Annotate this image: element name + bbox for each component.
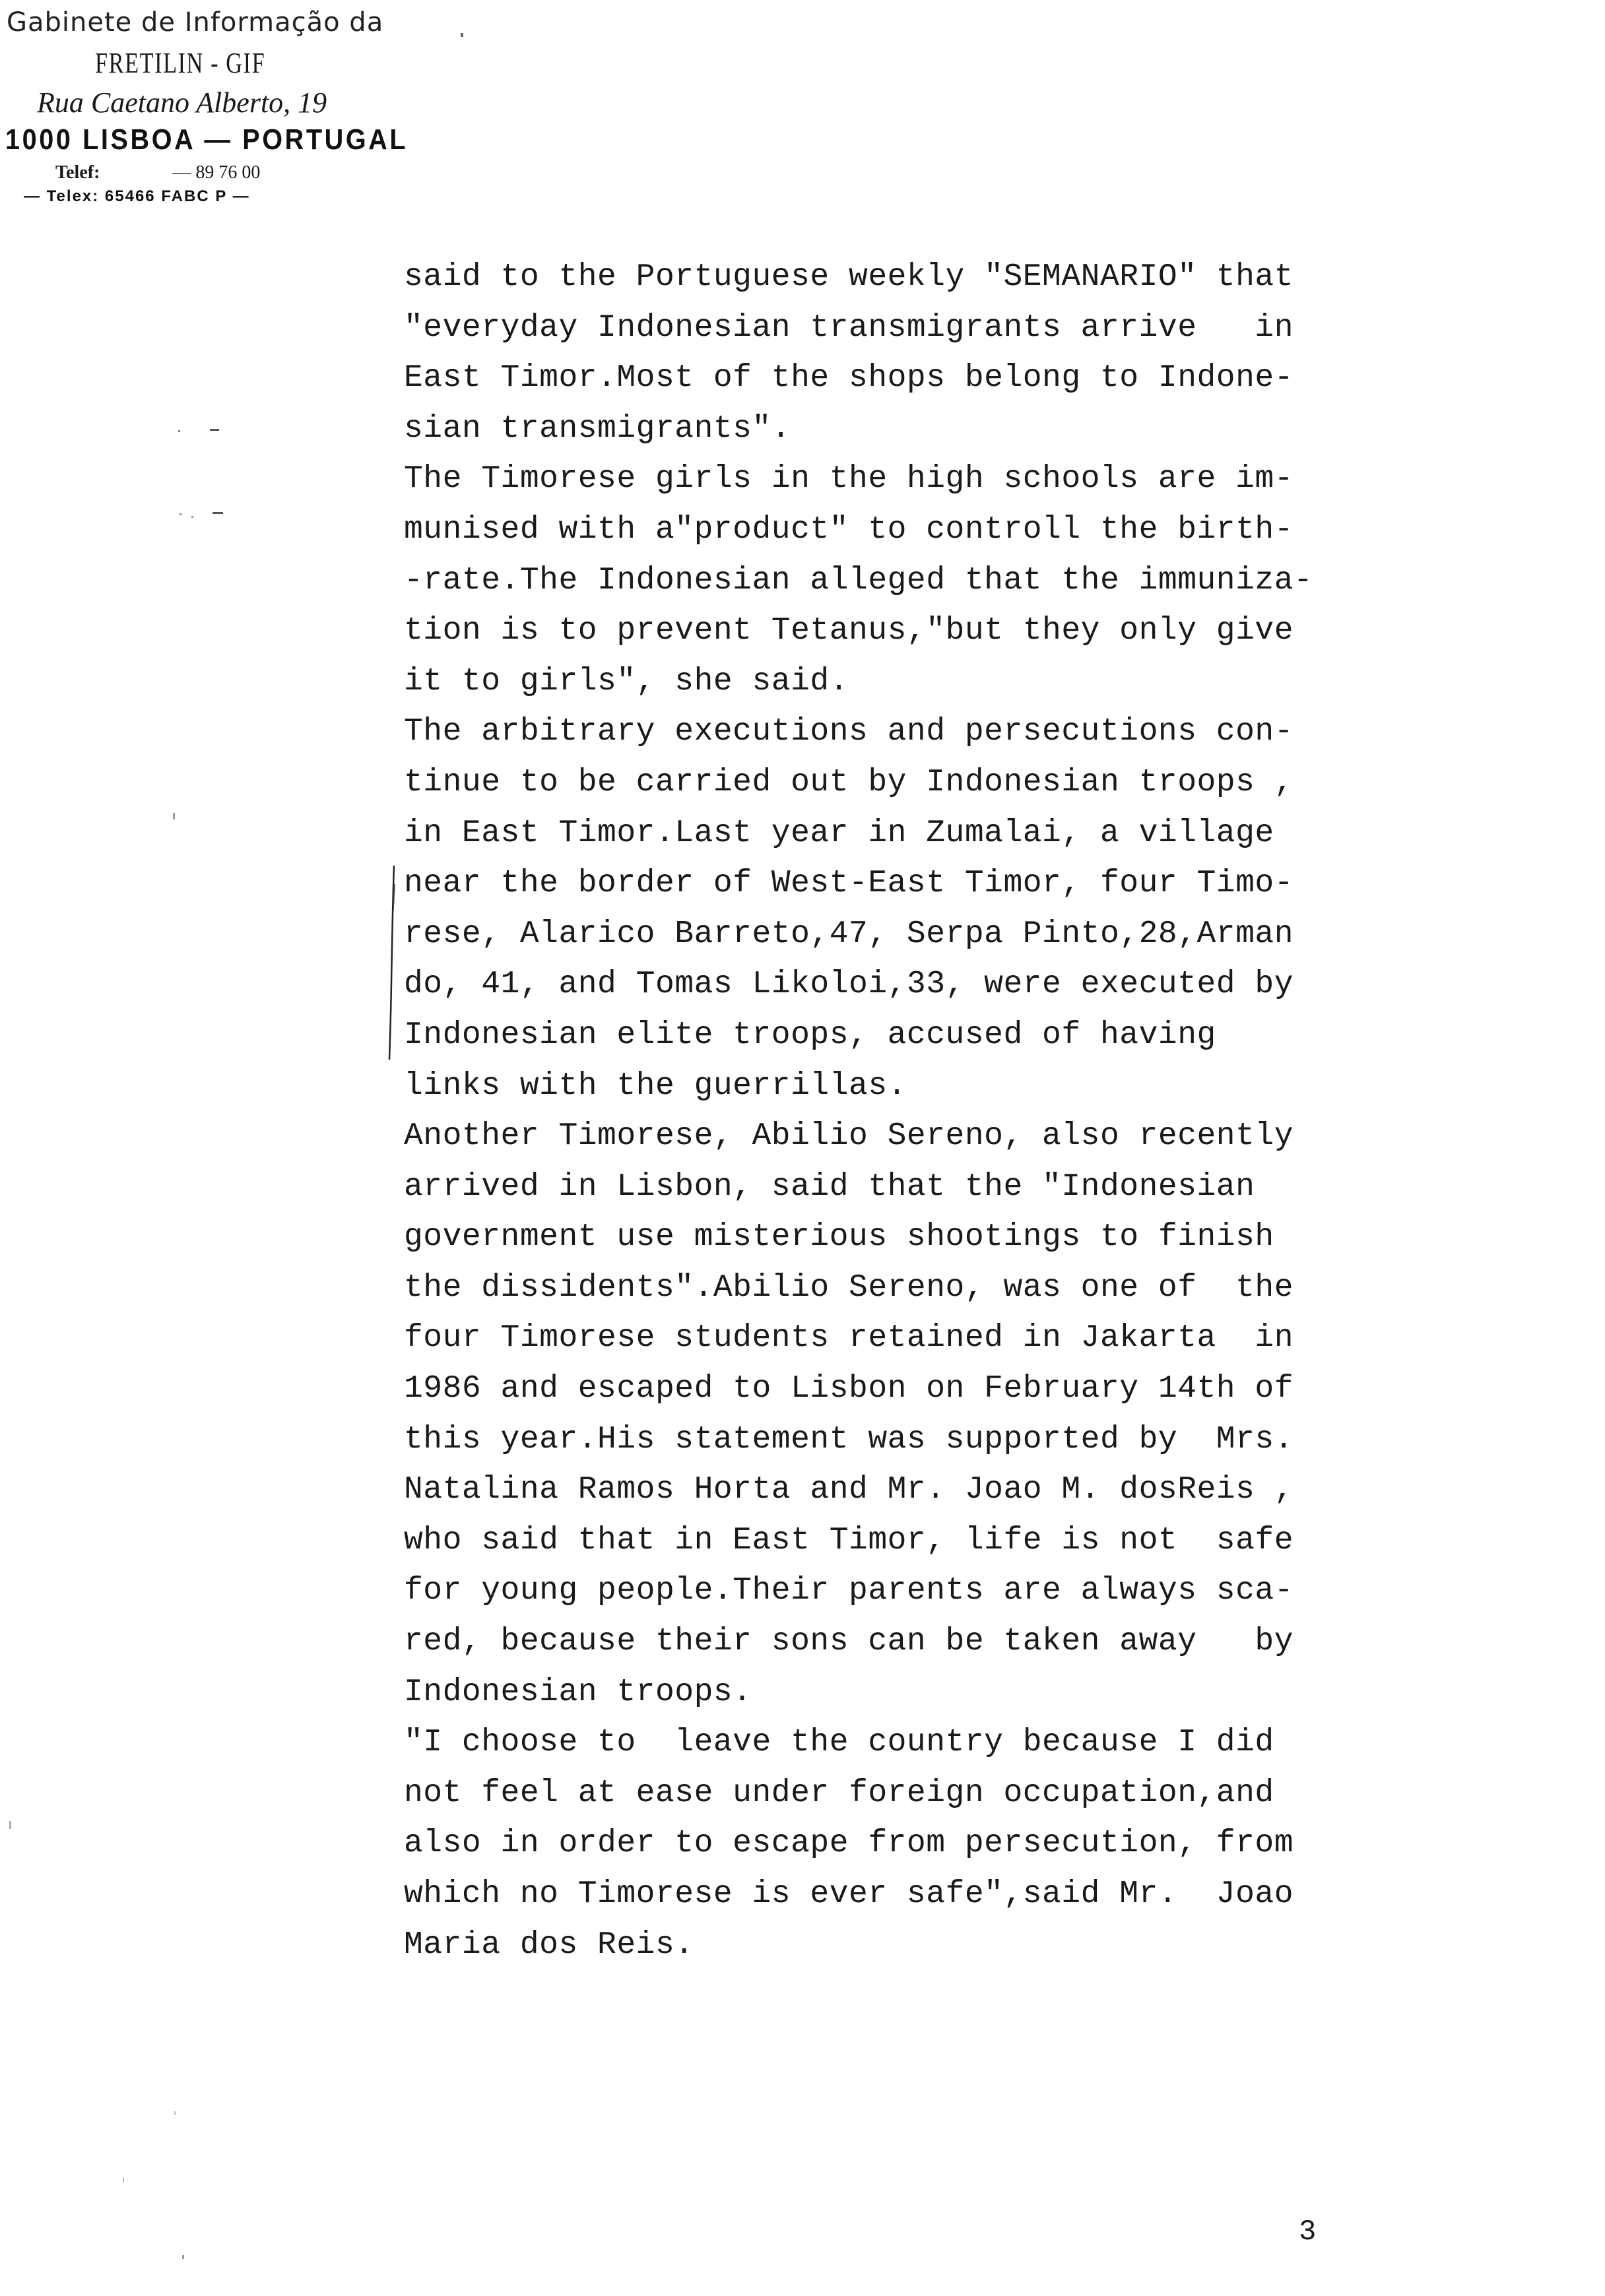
text-line: tion is to prevent Tetanus,"but they only give (404, 613, 1294, 649)
text-line: tinue to be carried out by Indonesian troops , (404, 764, 1294, 800)
text-line: "I choose to leave the country because I did (404, 1725, 1274, 1761)
text-line: 1986 and escaped to Lisbon on February 14th of (404, 1371, 1294, 1407)
text-line: East Timor.Most of the shops belong to Indone- (404, 360, 1294, 397)
letterhead-phone (55, 164, 260, 182)
text-line: Indonesian elite troops, accused of having (404, 1017, 1216, 1053)
text-line: not feel at ease under foreign occupation,and (404, 1775, 1274, 1811)
text-line: government use misterious shootings to finish (404, 1219, 1274, 1256)
scan-speck (180, 513, 181, 515)
text-line: The arbitrary executions and persecutions con- (404, 714, 1294, 750)
phone-label: Telef: (55, 162, 100, 183)
text-line: links with the guerrillas. (404, 1068, 907, 1104)
text-line: Another Timorese, Abilio Sereno, also recently (404, 1118, 1294, 1155)
letterhead-office: Gabinete de Informação da (7, 7, 384, 38)
text-line: arrived in Lisbon, said that the "Indonesian (404, 1168, 1255, 1205)
text-line: for young people.Their parents are always sca- (404, 1573, 1294, 1609)
scan-speck (123, 2177, 124, 2183)
text-line: "everyday Indonesian transmigrants arrive in (404, 309, 1294, 346)
text-line: -rate.The Indonesian alleged that the immuniza- (404, 562, 1313, 598)
scan-speck (182, 2255, 184, 2259)
letterhead-organization: FRETILIN - GIF (95, 47, 266, 79)
page-number: 3 (1299, 2216, 1317, 2248)
text-line: The Timorese girls in the high schools are im- (404, 461, 1294, 497)
scan-speck (461, 33, 463, 37)
text-line: sian transmigrants". (404, 410, 791, 447)
margin-vertical-line (388, 864, 397, 1062)
text-line: also in order to escape from persecution, from (404, 1826, 1294, 1862)
document-body (404, 252, 1394, 1970)
phone-number: — 89 76 00 (172, 162, 261, 183)
letterhead-telex: — Telex: 65466 FABC P — (24, 187, 250, 205)
text-line: Maria dos Reis. (404, 1927, 694, 1963)
text-line: in East Timor.Last year in Zumalai, a village (404, 815, 1274, 851)
text-line: Natalina Ramos Horta and Mr. Joao M. dosReis , (404, 1472, 1294, 1508)
scan-speck (9, 1821, 11, 1829)
text-line: the dissidents".Abilio Sereno, was one of the (404, 1269, 1294, 1306)
text-line: this year.His statement was supported by Mrs. (404, 1421, 1294, 1457)
text-line: munised with a"product" to controll the birth- (404, 511, 1294, 548)
scan-speck (213, 512, 223, 514)
text-line: Indonesian troops. (404, 1674, 752, 1710)
text-line: it to girls", she said. (404, 663, 849, 699)
text-line: rese, Alarico Barreto,47, Serpa Pinto,28,Arman (404, 916, 1294, 952)
text-line: who said that in East Timor, life is not safe (404, 1522, 1294, 1558)
letterhead-street: Rua Caetano Alberto, 19 (37, 86, 327, 119)
text-line: said to the Portuguese weekly "SEMANARIO" that (404, 259, 1294, 295)
text-line: near the border of West-East Timor, four Timo- (404, 866, 1294, 902)
scan-speck (191, 516, 193, 518)
text-line: which no Timorese is ever safe",said Mr. Joao (404, 1876, 1294, 1912)
scan-speck (178, 430, 180, 432)
letterhead-city: 1000 LISBOA — PORTUGAL (5, 123, 409, 156)
text-line: red, because their sons can be taken away by (404, 1624, 1294, 1660)
text-line: do, 41, and Tomas Likoloi,33, were executed by (404, 967, 1294, 1003)
scan-speck (173, 813, 175, 819)
scan-speck (210, 429, 219, 431)
scan-speck (174, 2111, 176, 2115)
text-line: four Timorese students retained in Jakarta in (404, 1320, 1294, 1356)
